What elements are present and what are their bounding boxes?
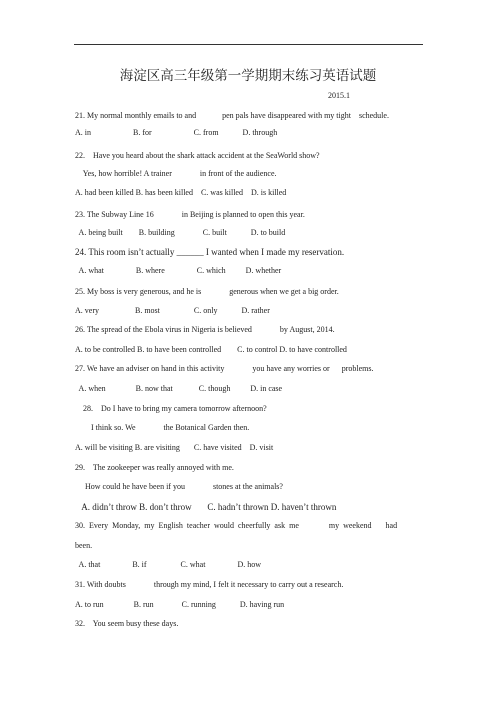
document-title: 海淀区高三年级第一学期期末练习英语试题: [119, 68, 377, 84]
question-line: 27. We have an adviser on hand in this activity you have any worries or problems.: [75, 364, 374, 373]
question-line: 30. Every Monday, my English teacher would cheerfully ask me my weekend had: [75, 521, 398, 530]
document-date: 2015.1: [328, 91, 350, 100]
question-line: 28. Do I have to bring my camera tomorrow afternoon?: [75, 404, 267, 413]
options-line: A. in B. for C. from D. through: [75, 128, 278, 137]
question-line: How could he have been if you stones at the animals?: [75, 482, 283, 491]
question-line: 25. My boss is very generous, and he is generous when we get a big order.: [75, 287, 339, 296]
options-line: A. to run B. run C. running D. having run: [75, 600, 285, 609]
options-line: A. will be visiting B. are visiting C. have visited D. visit: [75, 443, 274, 452]
question-line: 22. Have you heard about the shark attack accident at the SeaWorld show?: [75, 151, 320, 160]
options-line: A. when B. now that C. though D. in case: [75, 384, 283, 393]
question-line: 26. The spread of the Ebola virus in Nigeria is believed by August, 2014.: [75, 325, 335, 334]
options-line: A. that B. if C. what D. how: [75, 560, 261, 569]
question-line: 32. You seem busy these days.: [75, 619, 179, 628]
question-line: I think so. We the Botanical Garden then.: [75, 423, 250, 432]
question-line: been.: [75, 541, 93, 550]
options-line: A. what B. where C. which D. whether: [75, 266, 282, 275]
options-line: A. had been killed B. has been killed C. was killed D. is killed: [75, 188, 287, 197]
header-rule: [74, 44, 423, 45]
question-line: 21. My normal monthly emails to and pen pals have disappeared with my tight schedule.: [75, 111, 389, 120]
options-line: A. being built B. building C. built D. to build: [75, 228, 286, 237]
question-line: 23. The Subway Line 16 in Beijing is planned to open this year.: [75, 210, 305, 219]
options-line: A. very B. most C. only D. rather: [75, 306, 270, 315]
question-line: 29. The zookeeper was really annoyed with me.: [75, 463, 234, 472]
question-line: Yes, how horrible! A trainer in front of the audience.: [75, 169, 277, 178]
question-line: 24. This room isn’t actually ______ I wanted when I made my reservation.: [75, 247, 345, 257]
question-line: 31. With doubts through my mind, I felt it necessary to carry out a research.: [75, 580, 344, 589]
options-line: A. didn’t throw B. don’t throw C. hadn’t thrown D. haven’t thrown: [75, 502, 337, 512]
options-line: A. to be controlled B. to have been controlled C. to control D. to have controlled: [75, 345, 347, 354]
